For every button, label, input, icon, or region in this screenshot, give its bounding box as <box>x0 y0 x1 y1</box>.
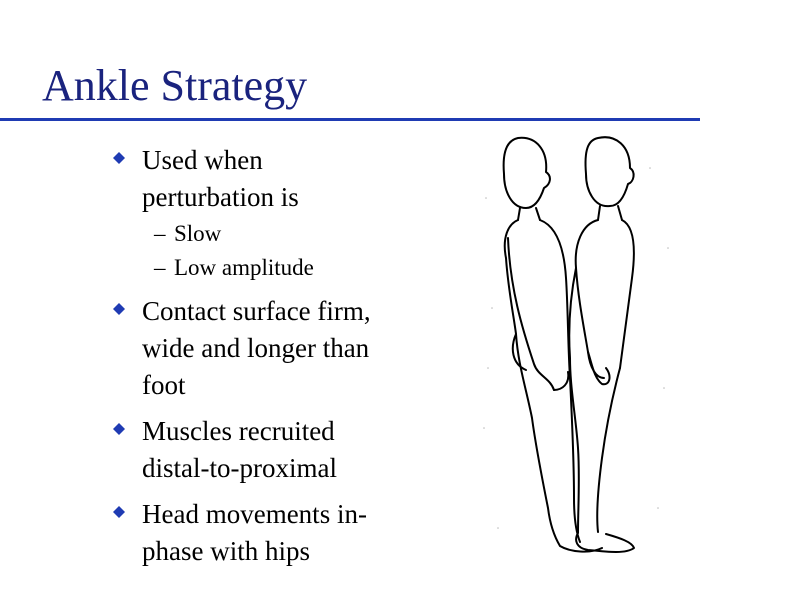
dash-bullet-icon: – <box>154 255 166 280</box>
bullet-line: foot <box>142 370 186 400</box>
diamond-bullet-icon <box>112 302 126 316</box>
bullet-line: Muscles recruited <box>142 416 335 446</box>
sub-bullet-item <box>112 218 432 250</box>
bullet-line: distal-to-proximal <box>142 453 337 483</box>
bullet-line: Head movements in- <box>142 499 367 529</box>
upright-body-figure-icon <box>569 137 634 552</box>
bullet-item <box>112 293 432 404</box>
bullet-line: wide and longer than <box>142 333 370 363</box>
title-underline <box>0 118 700 121</box>
bullet-item <box>112 413 432 487</box>
diamond-bullet-icon <box>112 505 126 519</box>
bullet-line: Contact surface firm, <box>142 296 371 326</box>
bullet-line: Used when <box>142 145 263 175</box>
diamond-bullet-icon <box>112 151 126 165</box>
slide-title: Ankle Strategy <box>42 61 308 110</box>
bullet-line: phase with hips <box>142 536 310 566</box>
diamond-bullet-icon <box>112 422 126 436</box>
dash-bullet-icon: – <box>154 221 166 246</box>
sub-bullet-text: Low amplitude <box>174 255 314 280</box>
bullet-line: perturbation is <box>142 182 299 212</box>
sub-bullet-text: Slow <box>174 221 222 246</box>
bullet-item <box>112 496 432 570</box>
ankle-strategy-figure-icon <box>478 128 678 568</box>
sub-bullet-item <box>112 252 432 284</box>
bullet-list <box>112 142 432 570</box>
bullet-item <box>112 142 432 216</box>
